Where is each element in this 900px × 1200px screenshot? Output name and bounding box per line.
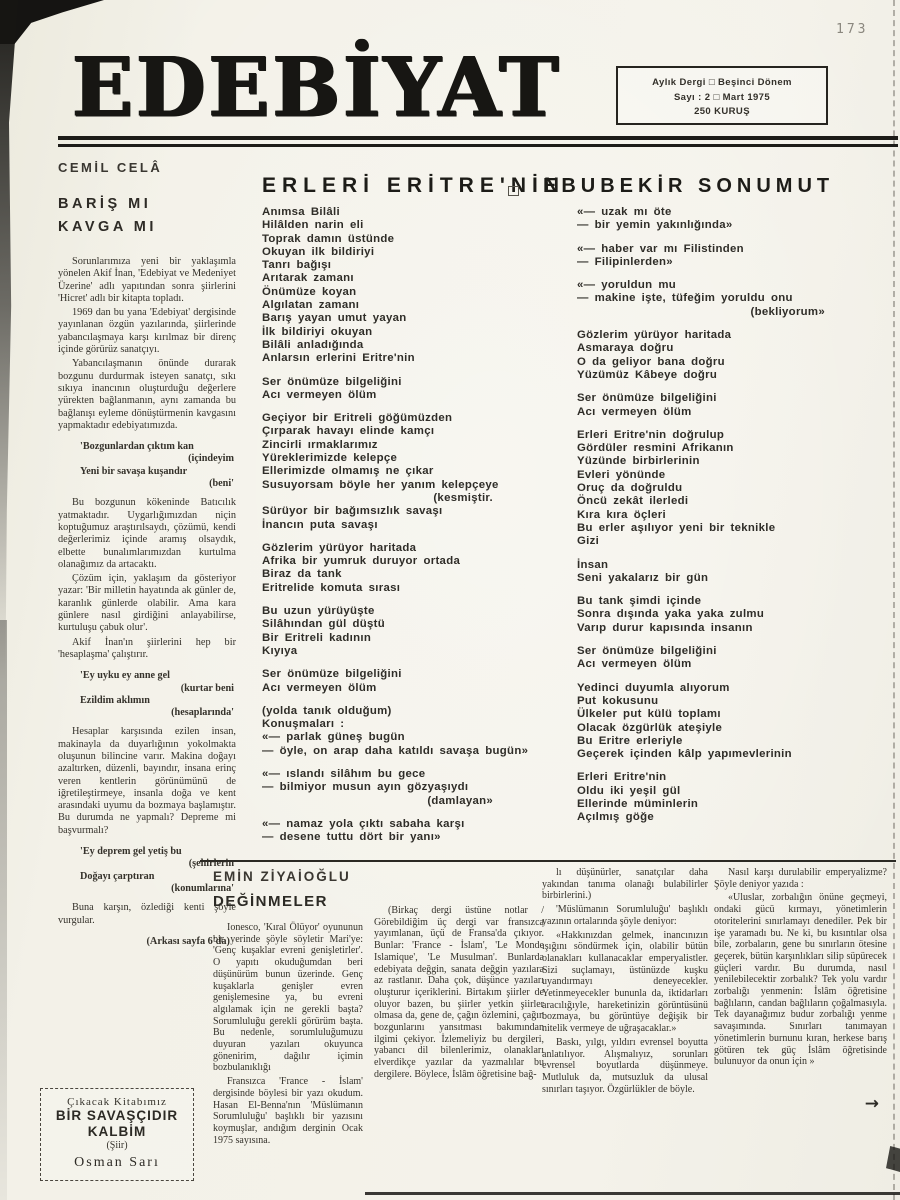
poem2-line <box>577 382 877 392</box>
continuation-arrow-icon: → <box>864 1093 879 1114</box>
poem2-line: Bu erler aşılıyor yeni bir teknikle <box>577 521 776 534</box>
poem1-line: «— namaz yola çıktı sabaha karşı <box>262 817 465 830</box>
poem2-line: Oldu iki yeşil gül <box>577 784 681 797</box>
poem1-line: Yüreklerimizde kelepçe <box>262 452 398 465</box>
bottom-article-paragraph: (Birkaç dergi üstüne notlar / Görebildiğim üç dergi var fransızca yayımlanan, üçü de Fransa'da çıkıyor. Bunlar: 'France - İslam', 'Le Monde Islamique', 'Le Musulman'. Bunlarda edebiyata değgin, sanata değgin yazılara az rastlanır. Daha çok, düşünce yazıları oluşturur içeriklerini. Birtakım şiirler de oluyor bazen, bu şiirler yetkin şiirler olmasa da, gene de, çağın özlemini, çağın bozgunlarını yansıtması bakımından ilgimi çekiyor. İzlemeliyiz bu dergileri, yabancı dil bilenlerimiz, olanakları elverdikçe yazılar da yazmalılar bu dergilere. Böylece, İslâm öğretisine bağ- <box>374 905 544 1080</box>
left-article-paragraph <box>58 719 236 726</box>
bottom-article-paragraph: 'Müslümanın Sorumluluğu' başlıklı yazının ortalarında şöyle deniyor: <box>542 904 708 927</box>
bottom-article-title: DEĞİNMELER <box>213 893 329 910</box>
poem1-line: — bilmiyor musun ayın gözyaşıydı <box>262 781 469 794</box>
poem1-line: «— parlak güneş bugün <box>262 731 405 744</box>
bottom-section-divider <box>200 860 896 862</box>
poem1-line <box>262 402 545 412</box>
poem2-line: Geçerek içinden kâlp yapımevlerinin <box>577 748 792 761</box>
left-article-paragraph: Akif İnan'ın şiirlerini hep bir 'hesaplaşma' çalıştırır. <box>58 636 236 660</box>
poem2-line <box>577 269 877 279</box>
poem1-line: Ellerimizde olmamış ne çıkar <box>262 465 434 478</box>
issue-price: 250 KURUŞ <box>694 106 750 117</box>
left-article-paragraph: Sorunlarımıza yeni bir yaklaşımla yönelen Akif İnan, 'Edebiyat ve Medeniyet Üzerine' adlı yapıtından sonra şiirlerini 'Hicret' adlı bir kitapta topladı. <box>58 256 236 304</box>
bottom-article-col1-body <box>213 922 363 1146</box>
left-article-paragraph: Hesaplar karşısında ezilen insan, makinayla da duyarlığının yokolmakta oluşunun bilincine varır. Makina doğayı azaltırken, düzenli, bayındır, insana erinç veren kentlerin görünümünü de iğretileştirmeye, insanla doğa ve kent arasındaki uyumu da bozmaya başlamıştır. Bu durumda ne yapmalı? Depreme mi başvurmalı? <box>58 726 236 836</box>
left-article-paragraph: 'Ey deprem gel yetiş bu <box>80 846 182 858</box>
poem1-line: Önümüze koyan <box>262 285 357 298</box>
poem2-line: Erleri Eritre'nin doğrulup <box>577 428 725 441</box>
poem1-line: Algılatan zamanı <box>262 299 360 312</box>
left-article-paragraph: Yeni bir savaşa kuşandır <box>80 465 188 477</box>
left-article-paragraph <box>58 929 236 936</box>
poem2-line: Olacak özgürlük ateşiyle <box>577 721 723 734</box>
bottom-article-author: EMİN ZİYAİOĞLU <box>213 869 351 884</box>
poem2-line: Bu tank şimdi içinde <box>577 595 702 608</box>
issue-info-box <box>616 66 828 125</box>
left-article-paragraph <box>58 839 236 846</box>
poem1-line: Afrika bir yumruk duruyor ortada <box>262 555 461 568</box>
book-ad-title-line2: KALBİM <box>87 1124 147 1139</box>
scan-bottom-edge-line <box>365 1192 900 1195</box>
poem2-line <box>577 585 877 595</box>
issue-info-line: Aylık Dergi □ Beşinci Dönem <box>652 77 792 88</box>
poem2-line: Erleri Eritre'nin <box>577 771 667 784</box>
book-ad-caption: Çıkacak Kitabımız <box>67 1096 167 1108</box>
left-article-title-line1: BARİŞ MI <box>58 196 152 212</box>
poem2-line: Oruç da doğruldu <box>577 482 683 495</box>
left-article-paragraph: Buna karşın, özlediği kenti şöyle vurgular. <box>58 902 236 926</box>
bottom-article-paragraph: «Uluslar, zorbalığın önüne geçmeyi, ondaki gücü kırmayı, yönetimlerin otoritelerini sınırlamayı denediler. Pek bir işe yaramadı bu. Ne ki, bu kısıntılar olsa bile, zorbaların, gene bu sınırların ötesine geçerek, bütün karşınlıkları silip süpürecek güçleri vardır. Bu durumda, nasıl yenilebilecektir zorbalık? Tek yolu vardır zorbalığı yenmenin: İslâm öğretisine bağlıların, candan bağlıların çoğalmasıyla. Tek dayanağımız budur zorbalığı yenme savaşımında. Sınırları tanımayan yönetimlerin burnunu kıran, herkese barış götüren tek güç İslâm öğretisinde bulunuyor da onun için » <box>714 892 887 1068</box>
poem1-line: Çırparak havayı elinde kamçı <box>262 425 435 438</box>
poem2-line: Evleri yönünde <box>577 468 666 481</box>
poem2-line: Acı vermeyen ölüm <box>577 658 692 671</box>
poem1-line: Acı vermeyen ölüm <box>262 681 377 694</box>
poem1-line: Ser önümüze bilgeliğini <box>262 375 402 388</box>
left-article-paragraph: (hesaplarında' <box>171 707 234 719</box>
left-article-author: CEMİL CELÂ <box>58 160 163 175</box>
left-article-title <box>58 193 236 239</box>
poem2-line: Gördüler resmini Afrikanın <box>577 442 734 455</box>
bottom-article-column-1 <box>213 869 363 1148</box>
poem1-line: (kesmiştir. <box>433 491 493 504</box>
bottom-article-col2-body <box>374 905 544 1081</box>
poem1-line: Kıyıya <box>262 644 298 657</box>
book-ad-author: Osman Sarı <box>74 1155 160 1170</box>
poem1-title: ERLERİ ERİTRE'NİN <box>262 174 566 197</box>
poem1-line: Zincirli ırmaklarımız <box>262 438 378 451</box>
poem2-line: (bekliyorum» <box>750 305 825 318</box>
poem2-title: EBUBEKİR SONUMUT <box>543 175 835 197</box>
poem2-line <box>577 419 877 429</box>
bottom-article-column-2 <box>374 905 544 1083</box>
poem1-line: Hilâlden narin eli <box>262 219 364 232</box>
bottom-article-paragraph: Ionesco, 'Kıral Ölüyor' oyununun bir yerinde şöyle söyletir Mari'ye: 'Genç kuşaklar evreni genişletirler'. O yapıtı okuduğumdan beri düşünürüm bunun üzerinde. Genç kuşaklarla genişler evren genişlemesine ya, bu evreni algılamak için ne gerekli başta? Sorumluluğu gerekli görürüm başta. Bu nedenle, sorumluluğumuzu duyuran yazıları okuyunca gönenirim, dağılır içimin bozbulanıklığı <box>213 922 363 1074</box>
poem2-line: Ser önümüze bilgeliğini <box>577 392 717 405</box>
poem2-line: «— haber var mı Filistinden <box>577 242 744 255</box>
poem2-line: Acı vermeyen ölüm <box>577 405 692 418</box>
scan-right-edge-dashes <box>893 0 895 1200</box>
left-article-paragraph: 1969 dan bu yana 'Edebiyat' dergisinde yayınlanan özgün yazılarında, şiirlerinde yabancılaşmaya karşı kırılmaz bir direnç içinde görürüz sanatçıyı. <box>58 307 236 356</box>
poem2-line: O da geliyor bana doğru <box>577 355 725 368</box>
poem2-line: Asmaraya doğru <box>577 342 674 355</box>
poem2-line: Yüzümüz Kâbeye doğru <box>577 368 718 381</box>
book-ad-genre: (Şiir) <box>106 1140 128 1151</box>
book-ad-box <box>40 1088 194 1181</box>
poem2-line: Gizi <box>577 535 600 548</box>
poem1-line: Sürüyor bir bağımsızlık savaşı <box>262 505 443 518</box>
poem2-line: «— uzak mı öte <box>577 206 672 218</box>
poem1-line: Bilâli anladığında <box>262 338 364 351</box>
left-article-paragraph: Yabancılaşmanın önünde durarak bozgunu durdurmak isteyen sanatçı, sıkı sıkıya inancının oluşturduğu değerlere yürekten bağlanmanın, aynı zamanda bu bağlanışı eyleme dönüştürmenin kavgasını yapmaktadır edebiyatımızda. <box>58 358 236 431</box>
poem2-line <box>577 319 877 329</box>
poem2-line: Açılmış göğe <box>577 811 654 824</box>
poem1-line: «— ıslandı silâhım bu gece <box>262 767 426 780</box>
left-article-paragraph: (içindeyim <box>188 453 234 465</box>
left-article-paragraph: (şehirlerin <box>188 858 234 870</box>
poem1-line: Acı vermeyen ölüm <box>262 388 377 401</box>
poem1-line: Okuyan ilk bildiriyi <box>262 245 375 258</box>
poem1-line: İnancın puta savaşı <box>262 518 378 531</box>
poem2-line: Varıp durur kapısında insanın <box>577 621 753 634</box>
left-article-paragraph <box>58 434 236 441</box>
poem2-line: — makine işte, tüfeğim yoruldu onu <box>577 292 793 305</box>
poem2-line: İnsan <box>577 558 609 571</box>
poem1-line: Barış yayan umut yayan <box>262 312 407 325</box>
left-article-paragraph: (beni' <box>209 478 234 490</box>
poem1-line <box>262 758 545 768</box>
poem1-line: Bir Eritreli kadının <box>262 631 372 644</box>
left-article-column <box>58 160 236 948</box>
poem1-line: Eritrelide komuta sırası <box>262 581 401 594</box>
poem2-line <box>577 761 877 771</box>
poem2-body <box>577 206 877 825</box>
magazine-title: EDEBİYAT <box>72 39 562 135</box>
poem2-line <box>577 672 877 682</box>
poem2-line: — bir yemin yakınlığında» <box>577 219 733 232</box>
poem2-line: Ülkeler put külü toplamı <box>577 708 721 721</box>
poem2-line <box>577 635 877 645</box>
poem1-line: Biraz da tank <box>262 568 342 581</box>
poem1-line: Ser önümüze bilgeliğini <box>262 668 402 681</box>
poem2-line: Seni yakalarız bir gün <box>577 571 709 584</box>
left-article-paragraph: (konumlarına' <box>171 882 234 894</box>
left-article-paragraph <box>58 490 236 497</box>
poem1-line: Anımsa Bilâli <box>262 206 340 218</box>
bottom-article-column-4 <box>714 867 887 1114</box>
left-article-paragraph: Çözüm için, yaklaşım da gösteriyor yazar: 'Bir milletin hayatında ak günler de, karanlık günlerde olabilir. Ama kara günlere nasıl girdiğini anlayabilirse, kurtuluşu çabuk olur'. <box>58 573 236 634</box>
issue-info-line: Sayı : 2 □ Mart 1975 <box>673 91 771 103</box>
poem2-line: Put kokusunu <box>577 694 659 707</box>
left-article-paragraph <box>58 663 236 670</box>
poem2-line: Gözlerim yürüyor haritada <box>577 329 732 342</box>
poem1-line: Geçiyor bir Eritreli göğümüzden <box>262 412 453 425</box>
bottom-article-paragraph: Fransızca 'France - İslam' dergisinde böylesi bir yazı okudum. Hasan El-Benna'nın 'Müslümanın Sorumluluğu' başlıklı bir yazısını koymuşlar, andığım derginin Ocak 1975 sayısına. <box>213 1076 363 1146</box>
bottom-article-paragraph: «Hakkınızdan gelmek, inancınızın ışığını söndürmek için, olabilir bütün olanakları kullanacaklar emperyalistler. Sizi suçlamayı, üstünüzde kuşku uyandırmayı deneyecekler. Yetinmeyecekler bununla da, iktidarları aracılığıyle, hareketinizin görüntüsünü bozmaya, bu görüntüye değişik bir nitelik vermeye de uğraşacaklar.» <box>542 929 708 1035</box>
poem1-line: (yolda tanık olduğum) <box>262 704 392 717</box>
poem2-line: — Filipinlerden» <box>577 255 673 268</box>
poem2-line: Yedinci duyumla alıyorum <box>577 681 730 694</box>
left-article-paragraph: Bu bozgunun kökeninde Batıcılık yatmaktadır. Uygarlığımızdan niçin koptuğumuz araştırılsaydı, çözümü, kendi değerlerimiz içinde aramış olsaydık, elbette bunalımlarımızdan kurtulma olanağımız da artacaktı. <box>58 497 236 570</box>
poem1-line <box>262 366 545 376</box>
bottom-article-paragraph: Baskı, yılgı, yıldırı evrensel boyutta anlatılıyor. Alışmalıyız, sorunları evrensel boyutlarda düşünmeye. Mutluluk da, mutsuzluk da ulusal sınırları taşıyor. Özgürlükler de böyle. <box>542 1036 708 1095</box>
left-article-paragraph: Ezildim aklımın <box>80 694 150 706</box>
bottom-article-paragraph: lı düşünürler, sanatçılar daha yakından tanıma olanağı bulabilirler birbirlerini.) <box>542 867 708 902</box>
left-article-body <box>58 256 236 948</box>
poem1-line: Konuşmaları : <box>262 718 345 731</box>
poem2-line: Yüzünde birbirlerinin <box>577 455 700 468</box>
poem1-line: — öyle, on arap daha katıldı savaşa bugün» <box>262 744 529 757</box>
bottom-article-col3-body <box>542 867 708 1095</box>
bottom-article-column-3 <box>542 867 708 1097</box>
left-article-paragraph: 'Ey uyku ey anne gel <box>80 670 171 682</box>
left-article-paragraph <box>58 895 236 902</box>
poem1-line: — desene tuttu dört bir yanı» <box>262 831 441 844</box>
poem1-line <box>262 695 545 705</box>
bottom-article-paragraph: Nasıl karşı durulabilir emperyalizme? Şöyle deniyor yazıda : <box>714 867 887 890</box>
poem2-line <box>577 233 877 243</box>
left-article-paragraph: 'Bozgunlardan çıktım kan <box>80 441 194 453</box>
poem1-line <box>262 658 545 668</box>
left-article-paragraph: (kurtar beni <box>180 682 234 694</box>
book-ad-title-line1: BİR SAVAŞÇIDIR <box>55 1108 179 1123</box>
poem1-body <box>262 206 545 844</box>
poem1-line: Tanrı bağışı <box>262 259 332 272</box>
square-marker-icon <box>508 186 519 196</box>
poem2-line: Ellerinde müminlerin <box>577 797 699 810</box>
poem1-line: Bu uzun yürüyüşte <box>262 605 375 618</box>
left-article-title-line2: KAVGA MI <box>58 219 157 235</box>
poem1-line <box>262 532 545 542</box>
page-number: 173 <box>836 22 869 37</box>
scan-left-edge-artifact-lower <box>0 620 7 1200</box>
masthead-divider <box>58 136 898 147</box>
poem1-line: Arıtarak zamanı <box>262 272 354 285</box>
poem1-line <box>262 808 545 818</box>
scan-corner-blot <box>886 1146 900 1172</box>
poem1-line: Silâhından gül düştü <box>262 618 386 631</box>
scan-left-edge-artifact <box>0 0 18 680</box>
poem2-line: Bu Eritre erleriyle <box>577 734 683 747</box>
poem1-line: (damlayan» <box>427 794 493 807</box>
poem1-line: Toprak damın üstünde <box>262 232 395 245</box>
poem1-line: Anlarsın erlerini Eritre'nin <box>262 352 415 365</box>
poem1-line: Susuyorsam böyle her yanım kelepçeye <box>262 478 499 491</box>
poem2-line: Sonra dışında yaka yaka zulmu <box>577 608 765 621</box>
poem1-line: İlk bildiriyi okuyan <box>262 325 373 338</box>
poem1-line <box>262 595 545 605</box>
poem2-line: Ser önümüze bilgeliğini <box>577 645 717 658</box>
left-article-paragraph: (Arkası sayfa 6'da) <box>146 935 230 947</box>
left-article-paragraph: Doğayı çarptıran <box>80 870 155 882</box>
bottom-article-col4-body <box>714 867 887 1068</box>
poem2-line: Kıra kıra öçleri <box>577 508 666 521</box>
poem2-line <box>577 549 877 559</box>
poem2-line: «— yoruldun mu <box>577 279 677 292</box>
poem1-line: Gözlerim yürüyor haritada <box>262 541 417 554</box>
poem2-line: Öncü zekât ilerledi <box>577 495 689 508</box>
